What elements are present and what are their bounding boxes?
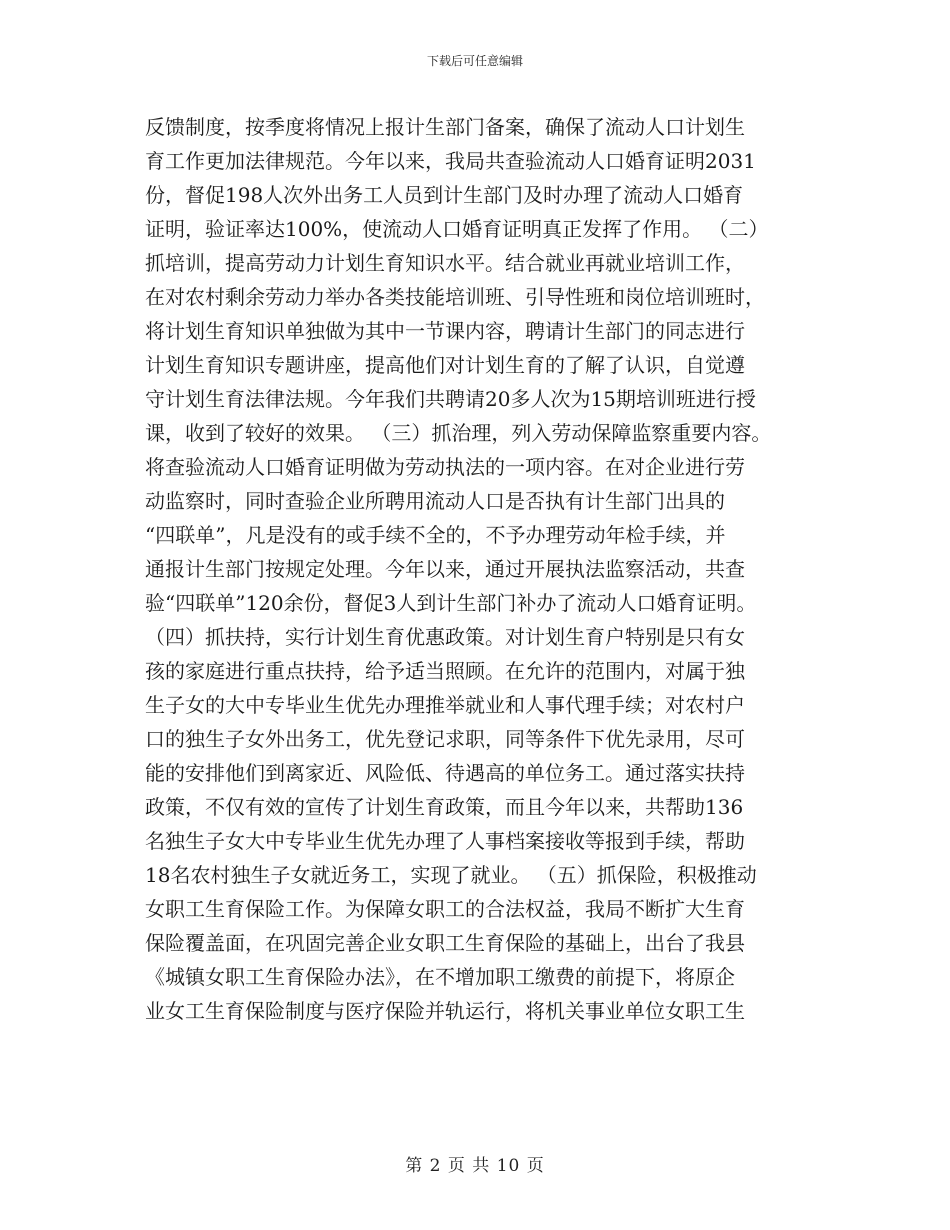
page-header-note: 下载后可任意编辑 <box>426 54 523 68</box>
text-line: 孩的家庭进行重点扶持，给予适当照顾。在允许的范围内，对属于独 <box>145 659 745 683</box>
text-line: 将计划生育知识单独做为其中一节课内容，聘请计生部门的同志进行 <box>145 319 745 343</box>
text-line: 在对农村剩余劳动力举办各类技能培训班、引导性班和岗位培训班时， <box>145 285 765 309</box>
text-line: 育工作更加法律规范。今年以来，我局共查验流动人口婚育证明2031 <box>145 149 756 173</box>
text-line: 18名农村独生子女就近务工，实现了就业。 （五）抓保险，积极推动 <box>145 863 757 887</box>
text-line: 将查验流动人口婚育证明做为劳动执法的一项内容。在对企业进行劳 <box>145 455 745 479</box>
text-line: 课，收到了较好的效果。 （三）抓治理，列入劳动保障监察重要内容。 <box>145 421 772 445</box>
text-line: 计划生育知识专题讲座，提高他们对计划生育的了解了认识，自觉遵 <box>145 353 745 377</box>
text-line: 守计划生育法律法规。今年我们共聘请20多人次为15期培训班进行授 <box>145 387 756 411</box>
text-line: 女职工生育保险工作。为保障女职工的合法权益，我局不断扩大生育 <box>145 897 745 921</box>
text-line: “四联单”，凡是没有的或手续不全的，不予办理劳动年检手续，并 <box>145 523 726 547</box>
text-line: 通报计生部门按规定处理。今年以来，通过开展执法监察活动，共查 <box>145 557 745 581</box>
text-line: 口的独生子女外出务工，优先登记求职，同等条件下优先录用，尽可 <box>145 727 745 751</box>
text-line: 《城镇女职工生育保险办法》，在不增加职工缴费的前提下，将原企 <box>145 965 735 989</box>
text-line: （四）抓扶持，实行计划生育优惠政策。对计划生育户特别是只有女 <box>145 625 745 649</box>
text-line: 生子女的大中专毕业生优先办理推举就业和人事代理手续；对农村户 <box>145 693 745 717</box>
text-line: 业女工生育保险制度与医疗保险并轨运行，将机关事业单位女职工生 <box>145 999 745 1023</box>
text-line: 份，督促198人次外出务工人员到计生部门及时办理了流动人口婚育 <box>145 183 744 207</box>
text-line: 政策，不仅有效的宣传了计划生育政策，而且今年以来，共帮助136 <box>145 795 744 819</box>
text-line: 抓培训，提高劳动力计划生育知识水平。结合就业再就业培训工作， <box>145 251 745 275</box>
document-body <box>145 110 825 1028</box>
text-line: 动监察时，同时查验企业所聘用流动人口是否执有计生部门出具的 <box>145 489 725 513</box>
text-line: 保险覆盖面，在巩固完善企业女职工生育保险的基础上，出台了我县 <box>145 931 745 955</box>
text-line: 反馈制度，按季度将情况上报计生部门备案，确保了流动人口计划生 <box>145 115 745 139</box>
text-line: 能的安排他们到离家近、风险低、待遇高的单位务工。通过落实扶持 <box>145 761 745 785</box>
page-number: 第 2 页 共 10 页 <box>405 1156 545 1176</box>
text-line: 验“四联单”120余份，督促3人到计生部门补办了流动人口婚育证明。 <box>145 591 757 615</box>
text-line: 名独生子女大中专毕业生优先办理了人事档案接收等报到手续，帮助 <box>145 829 745 853</box>
text-line: 证明，验证率达100%，使流动人口婚育证明真正发挥了作用。 （二） <box>145 217 769 241</box>
